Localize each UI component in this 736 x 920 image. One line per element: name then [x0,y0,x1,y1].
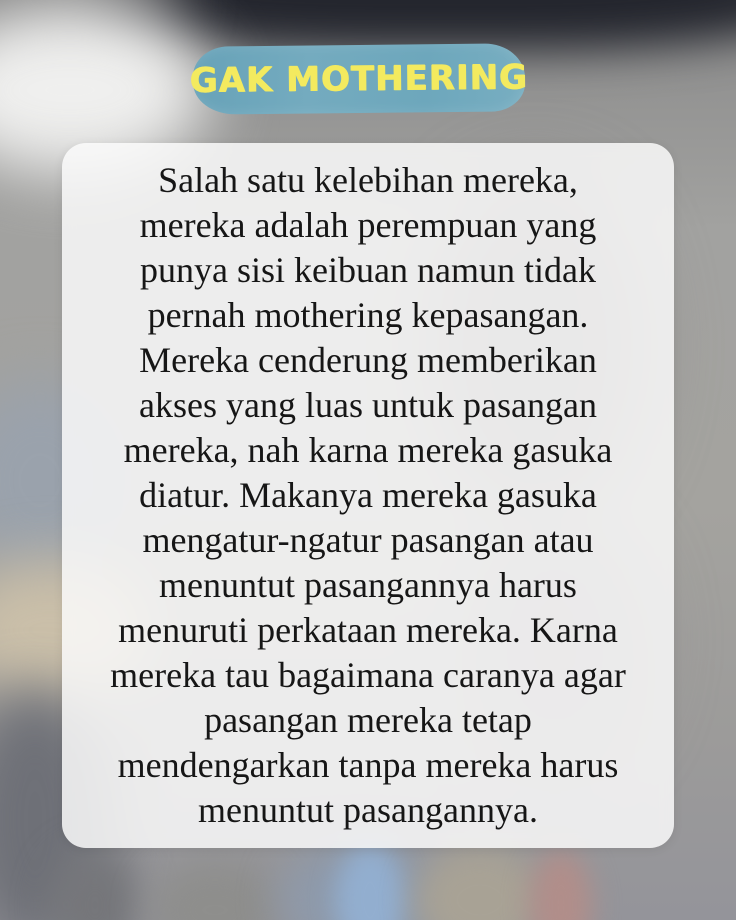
quote-line: mereka, nah karna mereka gasuka [123,430,613,470]
quote-line: akses yang luas untuk pasangan [139,385,597,425]
quote-line: pasangan mereka tetap [204,700,532,740]
quote-line: menuntut pasangannya. [198,790,538,830]
bg-blur-blob-bottom-grey2 [150,860,280,920]
quote-line: Mereka cenderung memberikan [139,340,597,380]
quote-line: diatur. Makanya mereka gasuka [139,475,597,515]
quote-line: pernah mothering kepasangan. [147,295,589,335]
quote-line: mereka tau bagaimana caranya agar [110,655,626,695]
quote-line: mengatur-ngatur pasangan atau [142,520,594,560]
title-banner [189,43,529,114]
quote-line: menuntut pasangannya harus [159,565,577,605]
quote-line: mendengarkan tanpa mereka harus [117,745,619,785]
quote-line: menuruti perkataan mereka. Karna [118,610,618,650]
quote-line: Salah satu kelebihan mereka, [158,160,578,200]
quote-line: mereka adalah perempuan yang [139,205,597,245]
quote-line: punya sisi keibuan namun tidak [140,250,596,290]
quote-card [62,143,674,848]
bg-blur-blob-bottom-pink [530,850,592,920]
page-title: GAK MOTHERING [189,57,529,101]
bg-blur-blob-bottom-beige [415,845,545,920]
